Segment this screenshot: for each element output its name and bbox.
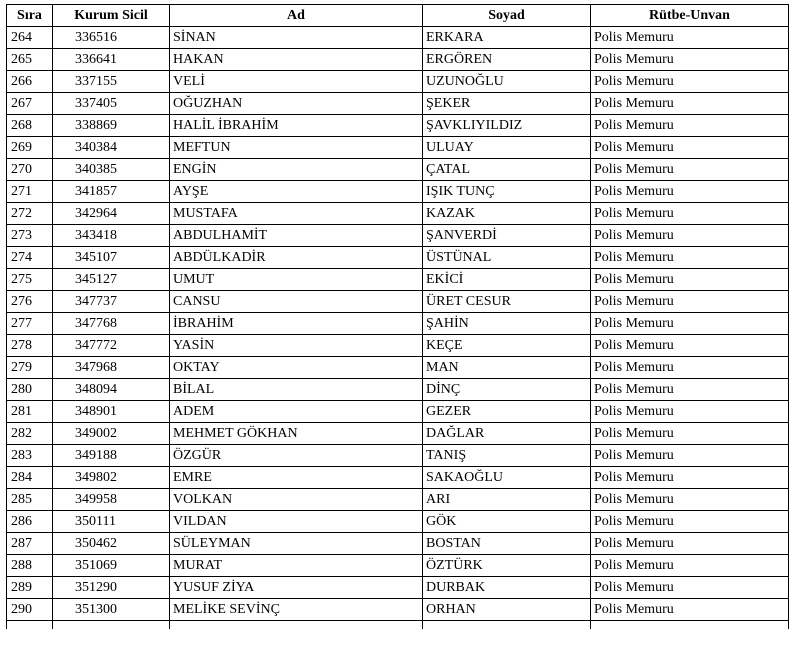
cell-ad: ÖZGÜR [170, 445, 423, 467]
cell-soyad: ÜSTÜNAL [423, 247, 591, 269]
table-row [7, 467, 789, 489]
cell-kurum-sicil: 351300 [53, 599, 170, 621]
cell-kurum-sicil: 336641 [53, 49, 170, 71]
cell-ad: VOLKAN [170, 489, 423, 511]
cell-sira: 277 [7, 313, 53, 335]
cell-ad: HALİL İBRAHİM [170, 115, 423, 137]
cell-sira: 290 [7, 599, 53, 621]
cell-rutbe-unvan: Polis Memuru [591, 401, 789, 423]
personnel-table [6, 4, 789, 629]
header-rutbe-unvan: Rütbe-Unvan [591, 5, 789, 27]
cell-rutbe-unvan: Polis Memuru [591, 27, 789, 49]
cell-sira: 275 [7, 269, 53, 291]
cell-kurum-sicil: 347968 [53, 357, 170, 379]
cell-kurum-sicil: 351290 [53, 577, 170, 599]
cell-sira: 268 [7, 115, 53, 137]
cell-kurum-sicil: 340384 [53, 137, 170, 159]
cell-sira: 272 [7, 203, 53, 225]
cell-soyad: ÜRET CESUR [423, 291, 591, 313]
table-row [7, 555, 789, 577]
table-row [7, 511, 789, 533]
cell-rutbe-unvan: Polis Memuru [591, 71, 789, 93]
cell-sira: 284 [7, 467, 53, 489]
truncated-cell [423, 621, 591, 630]
cell-ad: EMRE [170, 467, 423, 489]
table-row [7, 599, 789, 621]
cell-rutbe-unvan: Polis Memuru [591, 181, 789, 203]
cell-sira: 276 [7, 291, 53, 313]
table-row [7, 93, 789, 115]
cell-rutbe-unvan: Polis Memuru [591, 533, 789, 555]
cell-ad: ABDÜLKADİR [170, 247, 423, 269]
cell-kurum-sicil: 349802 [53, 467, 170, 489]
cell-soyad: KEÇE [423, 335, 591, 357]
cell-ad: SİNAN [170, 27, 423, 49]
cell-rutbe-unvan: Polis Memuru [591, 335, 789, 357]
table-row [7, 533, 789, 555]
cell-soyad: DİNÇ [423, 379, 591, 401]
cell-sira: 273 [7, 225, 53, 247]
cell-soyad: UZUNOĞLU [423, 71, 591, 93]
cell-rutbe-unvan: Polis Memuru [591, 379, 789, 401]
cell-kurum-sicil: 348094 [53, 379, 170, 401]
header-row [7, 5, 789, 27]
cell-sira: 282 [7, 423, 53, 445]
cell-soyad: ŞANVERDİ [423, 225, 591, 247]
cell-sira: 285 [7, 489, 53, 511]
cell-ad: ADEM [170, 401, 423, 423]
cell-kurum-sicil: 349002 [53, 423, 170, 445]
cell-ad: YASİN [170, 335, 423, 357]
table-body [7, 27, 789, 630]
cell-rutbe-unvan: Polis Memuru [591, 49, 789, 71]
cell-rutbe-unvan: Polis Memuru [591, 159, 789, 181]
cell-sira: 269 [7, 137, 53, 159]
cell-sira: 264 [7, 27, 53, 49]
cell-soyad: ARI [423, 489, 591, 511]
table-row [7, 203, 789, 225]
cell-rutbe-unvan: Polis Memuru [591, 203, 789, 225]
cell-sira: 281 [7, 401, 53, 423]
table-row [7, 313, 789, 335]
cell-rutbe-unvan: Polis Memuru [591, 93, 789, 115]
cell-ad: BİLAL [170, 379, 423, 401]
cell-soyad: ERKARA [423, 27, 591, 49]
truncated-cell [53, 621, 170, 630]
cell-ad: AYŞE [170, 181, 423, 203]
cell-sira: 274 [7, 247, 53, 269]
table-row [7, 577, 789, 599]
cell-kurum-sicil: 348901 [53, 401, 170, 423]
cell-kurum-sicil: 350462 [53, 533, 170, 555]
cell-ad: ABDULHAMİT [170, 225, 423, 247]
cell-soyad: TANIŞ [423, 445, 591, 467]
cell-kurum-sicil: 337405 [53, 93, 170, 115]
cell-sira: 270 [7, 159, 53, 181]
table-row [7, 247, 789, 269]
cell-soyad: DAĞLAR [423, 423, 591, 445]
cell-sira: 265 [7, 49, 53, 71]
table-row [7, 27, 789, 49]
table-row [7, 159, 789, 181]
cell-soyad: ŞEKER [423, 93, 591, 115]
cell-ad: MUSTAFA [170, 203, 423, 225]
cell-soyad: ERGÖREN [423, 49, 591, 71]
truncated-cell [7, 621, 53, 630]
cell-kurum-sicil: 345127 [53, 269, 170, 291]
cell-rutbe-unvan: Polis Memuru [591, 247, 789, 269]
table-row [7, 181, 789, 203]
cell-sira: 279 [7, 357, 53, 379]
cell-rutbe-unvan: Polis Memuru [591, 225, 789, 247]
cell-sira: 286 [7, 511, 53, 533]
cell-kurum-sicil: 351069 [53, 555, 170, 577]
cell-rutbe-unvan: Polis Memuru [591, 467, 789, 489]
truncated-cell [591, 621, 789, 630]
cell-kurum-sicil: 347768 [53, 313, 170, 335]
cell-soyad: DURBAK [423, 577, 591, 599]
cell-soyad: KAZAK [423, 203, 591, 225]
table-row [7, 71, 789, 93]
cell-soyad: EKİCİ [423, 269, 591, 291]
table-row [7, 115, 789, 137]
table-row [7, 489, 789, 511]
cell-rutbe-unvan: Polis Memuru [591, 511, 789, 533]
cell-rutbe-unvan: Polis Memuru [591, 577, 789, 599]
table-row [7, 225, 789, 247]
cell-soyad: BOSTAN [423, 533, 591, 555]
cell-rutbe-unvan: Polis Memuru [591, 313, 789, 335]
cell-kurum-sicil: 349188 [53, 445, 170, 467]
cell-rutbe-unvan: Polis Memuru [591, 423, 789, 445]
cell-kurum-sicil: 341857 [53, 181, 170, 203]
cell-ad: MEHMET GÖKHAN [170, 423, 423, 445]
cell-ad: MURAT [170, 555, 423, 577]
cell-kurum-sicil: 342964 [53, 203, 170, 225]
cell-ad: İBRAHİM [170, 313, 423, 335]
cell-ad: VELİ [170, 71, 423, 93]
cell-sira: 271 [7, 181, 53, 203]
cell-rutbe-unvan: Polis Memuru [591, 599, 789, 621]
table-row [7, 445, 789, 467]
table-row [7, 357, 789, 379]
cell-ad: VILDAN [170, 511, 423, 533]
cell-ad: MEFTUN [170, 137, 423, 159]
cell-rutbe-unvan: Polis Memuru [591, 555, 789, 577]
cell-kurum-sicil: 345107 [53, 247, 170, 269]
cell-soyad: GEZER [423, 401, 591, 423]
cell-rutbe-unvan: Polis Memuru [591, 291, 789, 313]
cell-soyad: ORHAN [423, 599, 591, 621]
cell-ad: MELİKE SEVİNÇ [170, 599, 423, 621]
cell-ad: ENGİN [170, 159, 423, 181]
cell-kurum-sicil: 336516 [53, 27, 170, 49]
cell-soyad: ŞAVKLIYILDIZ [423, 115, 591, 137]
cell-kurum-sicil: 350111 [53, 511, 170, 533]
cell-rutbe-unvan: Polis Memuru [591, 269, 789, 291]
cell-ad: YUSUF ZİYA [170, 577, 423, 599]
cell-ad: OĞUZHAN [170, 93, 423, 115]
cell-soyad: ŞAHİN [423, 313, 591, 335]
header-kurum-sicil: Kurum Sicil [53, 5, 170, 27]
cell-soyad: ÇATAL [423, 159, 591, 181]
cell-ad: HAKAN [170, 49, 423, 71]
cell-rutbe-unvan: Polis Memuru [591, 137, 789, 159]
cell-kurum-sicil: 349958 [53, 489, 170, 511]
table-row [7, 269, 789, 291]
cell-sira: 289 [7, 577, 53, 599]
table-row [7, 401, 789, 423]
table-row [7, 291, 789, 313]
cell-rutbe-unvan: Polis Memuru [591, 489, 789, 511]
cell-rutbe-unvan: Polis Memuru [591, 357, 789, 379]
cell-soyad: MAN [423, 357, 591, 379]
cell-rutbe-unvan: Polis Memuru [591, 445, 789, 467]
cell-soyad: SAKAOĞLU [423, 467, 591, 489]
cell-kurum-sicil: 338869 [53, 115, 170, 137]
cell-soyad: ÖZTÜRK [423, 555, 591, 577]
header-sira: Sıra [7, 5, 53, 27]
header-ad: Ad [170, 5, 423, 27]
cell-sira: 283 [7, 445, 53, 467]
cell-kurum-sicil: 337155 [53, 71, 170, 93]
cell-soyad: GÖK [423, 511, 591, 533]
cell-ad: OKTAY [170, 357, 423, 379]
cell-ad: SÜLEYMAN [170, 533, 423, 555]
cell-soyad: IŞIK TUNÇ [423, 181, 591, 203]
cell-kurum-sicil: 343418 [53, 225, 170, 247]
cell-sira: 280 [7, 379, 53, 401]
cell-sira: 267 [7, 93, 53, 115]
personnel-list-sheet [6, 4, 789, 629]
cell-sira: 288 [7, 555, 53, 577]
cell-ad: CANSU [170, 291, 423, 313]
cell-kurum-sicil: 347772 [53, 335, 170, 357]
table-row [7, 49, 789, 71]
cell-sira: 278 [7, 335, 53, 357]
table-row [7, 137, 789, 159]
cell-kurum-sicil: 340385 [53, 159, 170, 181]
truncated-row [7, 621, 789, 630]
truncated-cell [170, 621, 423, 630]
cell-ad: UMUT [170, 269, 423, 291]
table-row [7, 379, 789, 401]
cell-soyad: ULUAY [423, 137, 591, 159]
cell-rutbe-unvan: Polis Memuru [591, 115, 789, 137]
header-soyad: Soyad [423, 5, 591, 27]
table-row [7, 423, 789, 445]
table-row [7, 335, 789, 357]
cell-sira: 287 [7, 533, 53, 555]
cell-kurum-sicil: 347737 [53, 291, 170, 313]
cell-sira: 266 [7, 71, 53, 93]
